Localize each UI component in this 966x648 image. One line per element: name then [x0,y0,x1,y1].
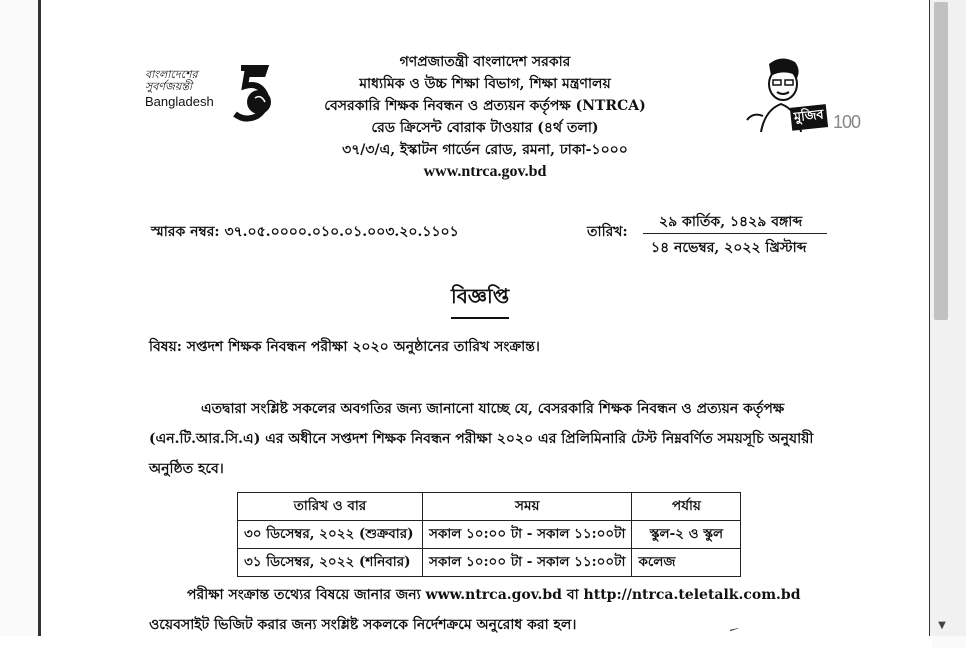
header-address: ৩৭/৩/এ, ইস্কাটন গার্ডেন রোড, রমনা, ঢাকা-১০০০ [342,142,628,158]
header-website: www.ntrca.gov.bd [423,163,547,180]
col-date-header: তারিখ ও বার [238,493,423,521]
logo-text-bangladesher: বাংলাদেশের [145,68,198,81]
page-bottom-gap [0,636,932,648]
signature-mark: ㇀ [727,623,741,636]
notice-page [38,0,932,636]
header-division: মাধ্যমিক ও উচ্চ শিক্ষা বিভাগ, শিক্ষা মন্ত্রণালয় [359,76,611,92]
date-divider [643,233,827,234]
notice-title: বিজ্ঞপ্তি [451,282,509,319]
body-line-1: এতদ্বারা সংশ্লিষ্ট সকলের অবগতির জন্য জানানো যাচ্ছে যে, বেসরকারি শিক্ষক নিবন্ধন ও প্রত্যয়ন কর্তৃপক্ষ [201,401,785,417]
row1-date: ৩০ ডিসেম্বর, ২০২২ (শুক্রবার) [238,521,423,549]
date-label: তারিখ: [587,224,628,240]
row1-level: স্কুল-২ ও স্কুল [632,521,741,549]
header-building: রেড ক্রিসেন্ট বোরাক টাওয়ার (৪র্থ তলা) [371,120,599,136]
header-authority: বেসরকারি শিক্ষক নিবন্ধন ও প্রত্যয়ন কর্তৃপক্ষ (NTRCA) [324,98,646,114]
col-time-header: সময় [423,493,632,521]
date-english: ১৪ নভেম্বর, ২০২২ খ্রিস্টাব্দ [651,240,807,256]
row2-date: ৩১ ডিসেম্বর, ২০২২ (শনিবার) [238,549,423,577]
date-bangla: ২৯ কার্তিক, ১৪২৯ বঙ্গাব্দ [659,214,803,230]
row1-time: সকাল ১০:০০ টা - সকাল ১১:০০টা [423,521,632,549]
logo-text-bangladesh: Bangladesh [145,94,214,109]
table-row [238,549,741,577]
exam-schedule-table [237,492,741,577]
table-row [238,521,741,549]
row2-time: সকাল ১০:০০ টা - সকাল ১১:০০টা [423,549,632,577]
body-line-3: অনুষ্ঠিত হবে। [149,461,224,477]
mujib-100-number: 100 [833,112,861,132]
scroll-down-arrow-icon[interactable]: ▼ [938,619,946,631]
notice-subject: বিষয়: সপ্তদশ শিক্ষক নিবন্ধন পরীক্ষা ২০২০ অনুষ্ঠানের তারিখ সংক্রান্ত। [149,339,540,355]
body-line-2: (এন.টি.আর.সি.এ) এর অধীনে সপ্তদশ শিক্ষক নিবন্ধন পরীক্ষা ২০২০ এর প্রিলিমিনারি টেস্ট নিম্নবর্ণিত সময়সূচি অনুযায়ী [149,431,814,447]
memo-number: স্মারক নম্বর: ৩৭.০৫.০০০০.০১০.০১.০০৩.২০.১১০১ [151,224,459,240]
header-govt: গণপ্রজাতন্ত্রী বাংলাদেশ সরকার [399,54,571,70]
footer-line-1: পরীক্ষা সংক্রান্ত তথ্যের বিষয়ে জানার জন্য www.ntrca.gov.bd বা http://ntrca.teletalk.com.bd [187,587,801,603]
row2-level: কলেজ [632,549,741,577]
col-level-header: পর্যায় [632,493,741,521]
table-header-row [238,493,741,521]
footer-line-2: ওয়েবসাইট ভিজিট করার জন্য সংশ্লিষ্ট সকলকে নির্দেশক্রমে অনুরোধ করা হল। [149,617,577,633]
mujib-wordmark: মুজিব [790,104,828,131]
logo-text-subarnajayanti: সুবর্ণজয়ন্তী [145,80,193,93]
scrollbar-thumb[interactable] [934,2,948,320]
